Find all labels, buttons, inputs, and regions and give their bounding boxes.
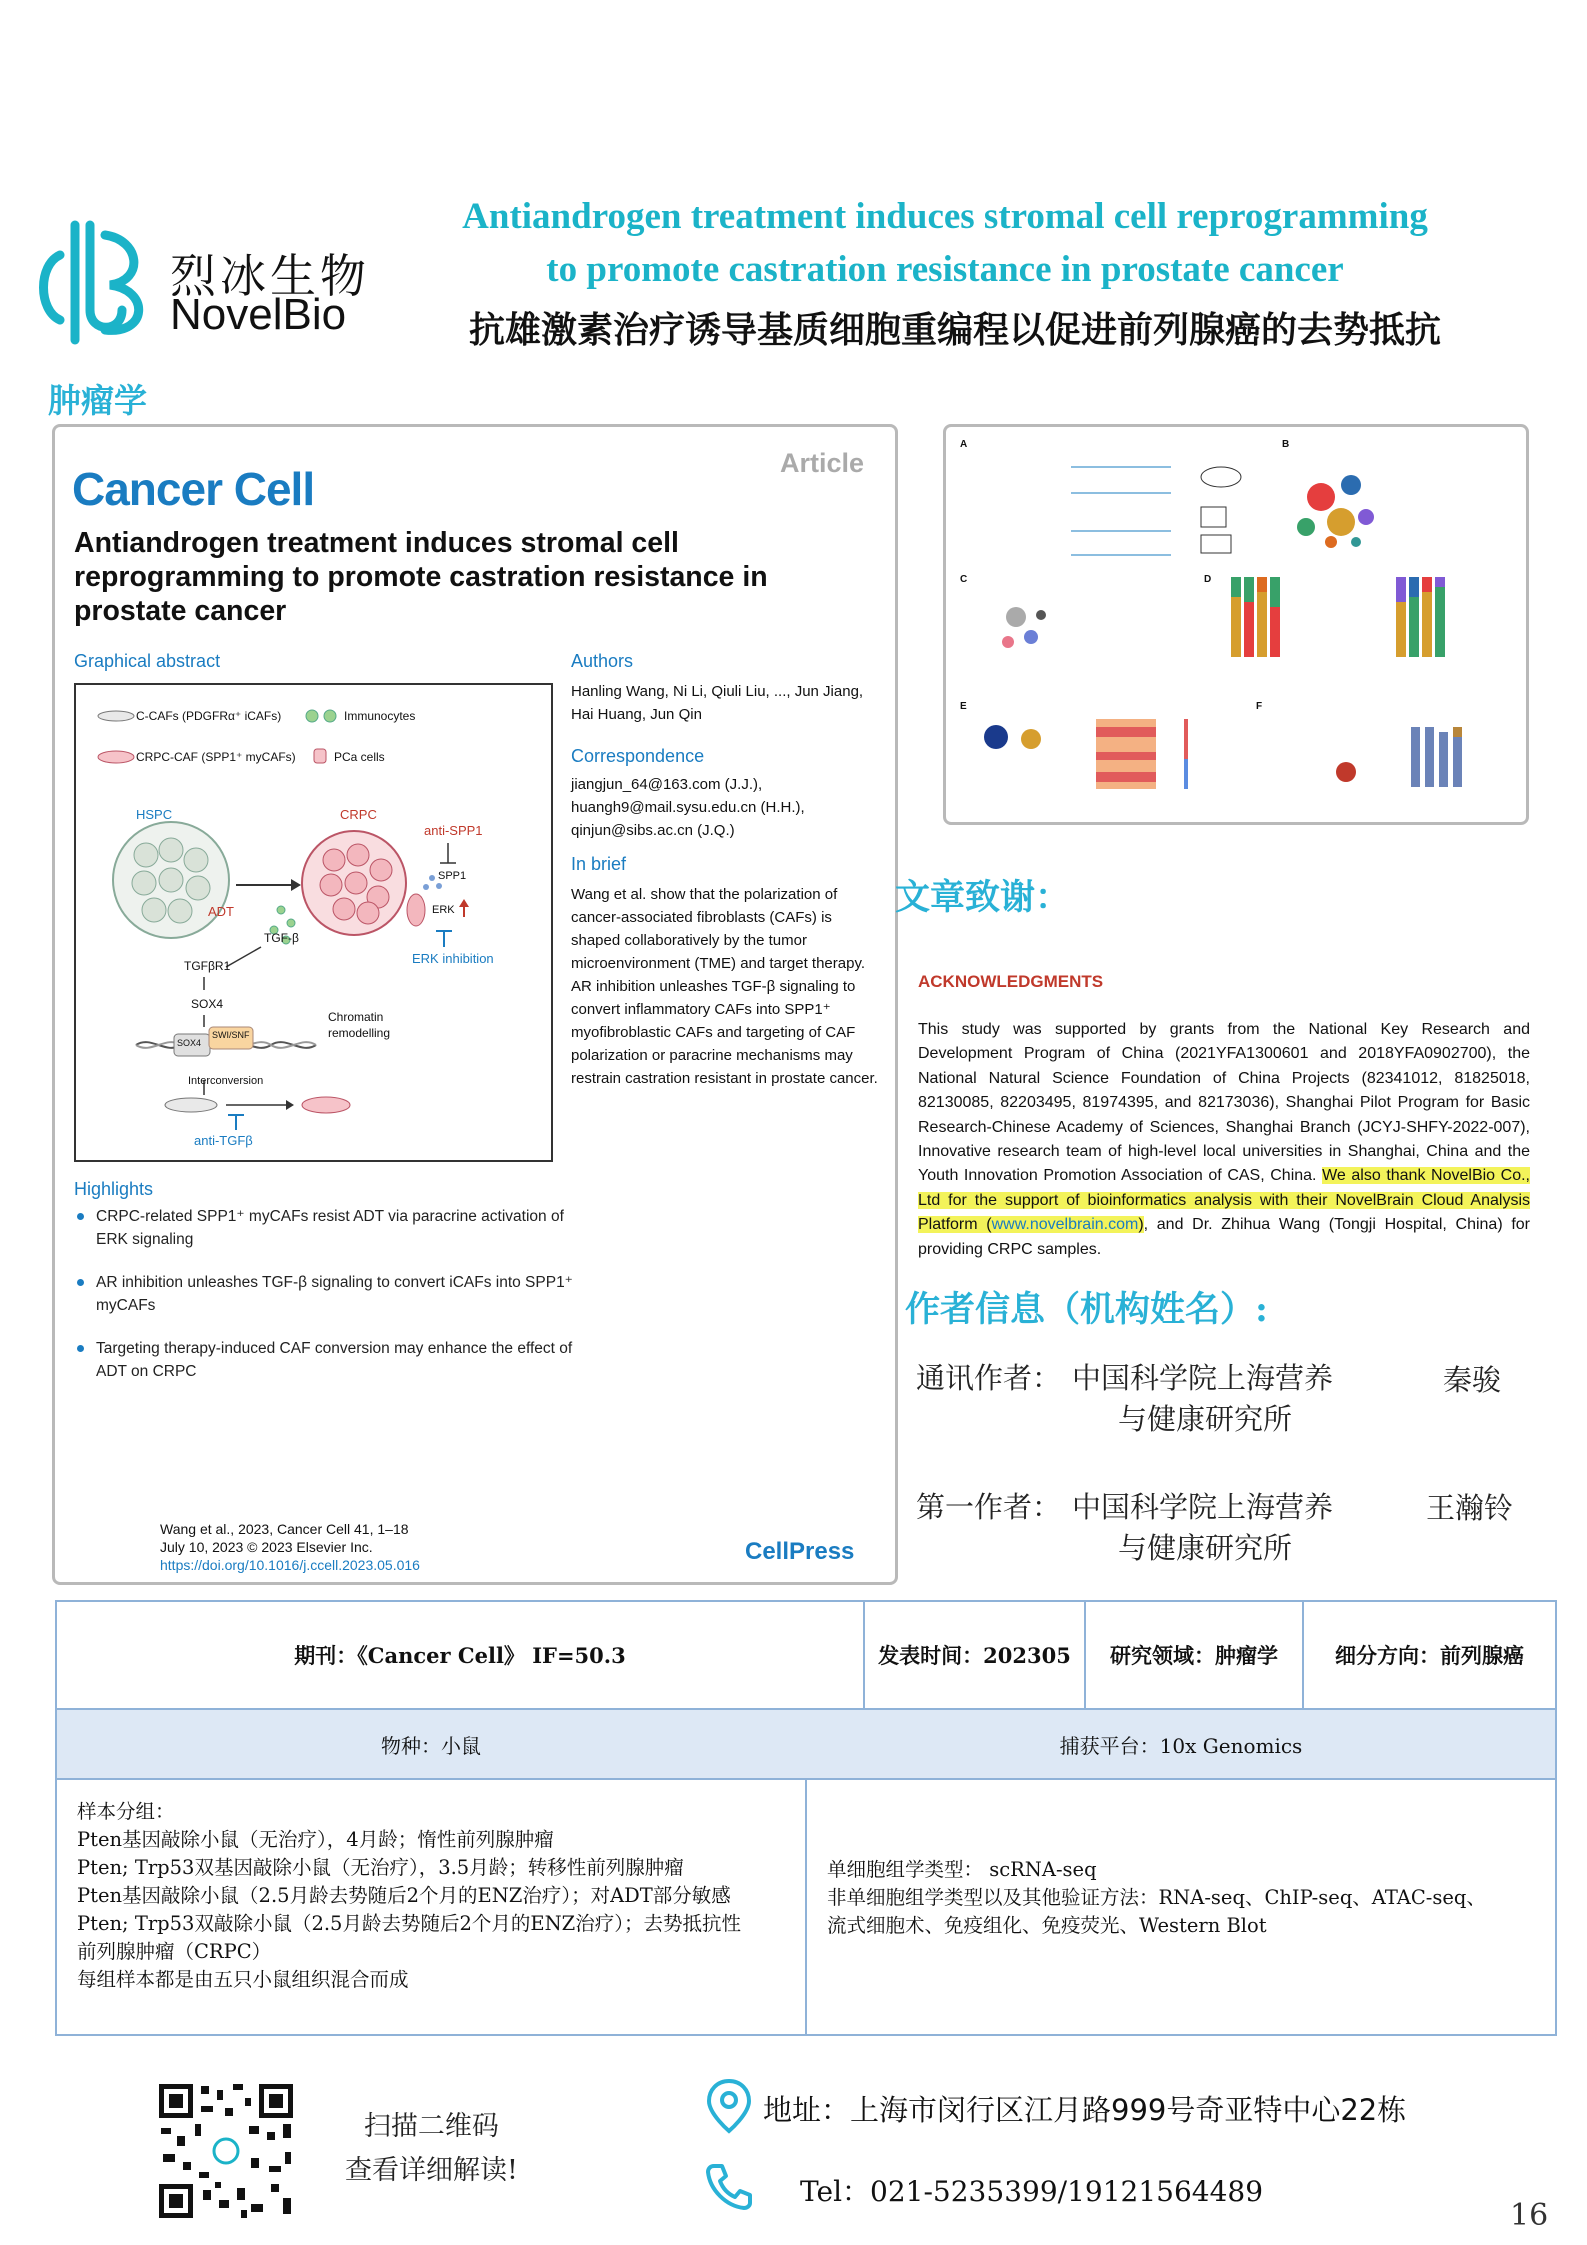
author-info-heading: 作者信息（机构姓名）:: [905, 1289, 1268, 1330]
citation-footer: [160, 1520, 420, 1574]
mycaf-cell-icon: [302, 1097, 350, 1113]
field-tag: 肿瘤学: [48, 381, 147, 420]
ga-erk: ERK: [432, 904, 455, 916]
page-number: 16: [1510, 2198, 1549, 2233]
panel-label-e: E: [960, 701, 967, 712]
highlights-list: [74, 1205, 574, 1403]
ga-interconversion: Interconversion: [188, 1075, 264, 1087]
first-author-name: 王瀚铃: [1426, 1491, 1514, 1525]
ga-tgfbr1: TGFβR1: [184, 959, 231, 973]
corr-author-org-1: 中国科学院上海营养: [1072, 1361, 1334, 1395]
sample-line: 前列腺肿瘤（CRPC）: [77, 1940, 272, 1963]
ack-heading-cn: 文章致谢：: [895, 877, 1071, 918]
panel-label-f: F: [1256, 701, 1263, 712]
method-line: 单细胞组学类型： scRNA-seq: [827, 1858, 1097, 1881]
figure-drawing: [946, 427, 1520, 816]
qr-caption: [345, 2105, 518, 2193]
ga-swisnf: SWI/SNF: [212, 1030, 250, 1040]
authors-list: Hanling Wang, Ni Li, Qiuli Liu, ..., Jun Jiang, Hai Huang, Jun Qin: [571, 683, 864, 723]
highlights-heading: Highlights: [74, 1179, 154, 1199]
panel-label-a: A: [960, 439, 968, 450]
citation-line1: Wang et al., 2023, Cancer Cell 41, 1–18: [160, 1521, 409, 1537]
panel-a-mouse-icon: [1201, 467, 1241, 553]
sample-line: 样本分组：: [77, 1800, 175, 1823]
immunocyte-legend-icon: [306, 710, 318, 722]
mycaf-legend-icon: [98, 751, 134, 763]
ga-legend-immuno: Immunocytes: [344, 709, 416, 723]
citation-line2: July 10, 2023 © 2023 Elsevier Inc.: [160, 1539, 373, 1555]
ga-erk-inhibition: ERK inhibition: [412, 951, 494, 966]
panel-a-timelines: [1071, 467, 1171, 555]
ga-tgfb: TGF-β: [264, 931, 299, 945]
ga-chromatin-1: Chromatin: [328, 1010, 384, 1024]
logo-en-text: NovelBio: [170, 290, 347, 339]
ga-adt: ADT: [208, 904, 234, 919]
ack-body: [918, 1018, 1530, 1262]
inbrief-text: Wang et al. show that the polarization of cancer-associated fibroblasts (CAFs) is shaped collaboratively by the tumor microenvironment (TME) and target therapy. AR inhibition unleashes TGF-β signaling to convert inflammatory CAFs into SPP1⁺ myofibroblastic CAFs and targeting of CAF polarization or paracrine mechanisms may restrain castration resistant in prostate cancer.: [571, 886, 878, 1087]
graphical-abstract: [74, 683, 553, 1162]
panel-label-c: C: [960, 574, 968, 585]
first-author-org-2: 与健康研究所: [1118, 1531, 1293, 1565]
corr-author-label: 通讯作者：: [916, 1361, 1062, 1395]
authors-heading: Authors: [571, 651, 634, 671]
erk-cell-icon: [407, 894, 425, 926]
subfield-cell: 细分方向：前列腺癌: [1335, 1643, 1524, 1668]
title-en-line2: to promote castration resistance in prostate cancer: [546, 249, 1344, 290]
ga-sox4: SOX4: [191, 997, 224, 1011]
panel-c-umap: [1002, 607, 1046, 648]
figure-panel: [943, 424, 1529, 825]
ga-anti-spp1: anti-SPP1: [424, 823, 483, 838]
article-title: Antiandrogen treatment induces stromal cell reprogramming to promote castration resistance in prostate cancer: [74, 527, 768, 627]
ack-title: ACKNOWLEDGMENTS: [918, 972, 1104, 991]
sample-line: Pten; Trp53双敲除小鼠（2.5月龄去势随后2个月的ENZ治疗）；去势抵抗性: [77, 1912, 741, 1935]
highlight-item: CRPC-related SPP1⁺ myCAFs resist ADT via paracrine activation of ERK signaling: [74, 1205, 574, 1251]
panel-e-heatmap: [984, 719, 1188, 789]
ga-legend-icaf: C-CAFs (PDGFRα⁺ iCAFs): [136, 709, 282, 723]
inbrief-heading: In brief: [571, 854, 627, 874]
corr-author-org-2: 与健康研究所: [1118, 1402, 1293, 1436]
pca-legend-icon: [314, 749, 326, 763]
sample-line: Pten; Trp53双基因敲除小鼠（无治疗），3.5月龄；转移性前列腺肿瘤: [77, 1856, 684, 1879]
logo-cn-text: 烈冰生物: [170, 249, 370, 303]
platform-cell: 捕获平台：10x Genomics: [1059, 1733, 1303, 1758]
panel-b-umap: [1297, 475, 1374, 548]
icaf-legend-icon: [98, 711, 134, 721]
info-table: [55, 1600, 1557, 2036]
sample-line: 每组样本都是由五只小鼠组织混合而成: [77, 1968, 409, 1991]
email-qin: qinjun@sibs.ac.cn (J.Q.): [571, 822, 735, 839]
doi-link[interactable]: https://doi.org/10.1016/j.ccell.2023.05.016: [160, 1557, 420, 1573]
email-huang: huangh9@mail.sysu.edu.cn (H.H.),: [571, 799, 805, 816]
title-en-line1: Antiandrogen treatment induces stromal cell reprogramming: [462, 196, 1428, 237]
methods: [827, 1856, 1547, 1940]
field-cell: 研究领域：肿瘤学: [1110, 1643, 1278, 1668]
novelbrain-link[interactable]: www.novelbrain.com: [991, 1216, 1139, 1234]
paper-title-en: [420, 190, 1470, 296]
journal-logo: Cancer Cell: [72, 463, 315, 515]
method-line: 非单细胞组学类型以及其他验证方法：RNA-seq、ChIP-seq、ATAC-seq、: [827, 1886, 1486, 1909]
sample-groups: [77, 1798, 797, 1994]
first-author-label: 第一作者：: [916, 1490, 1062, 1524]
panel-label-b: B: [1282, 439, 1290, 450]
panel-f-bars: [1336, 727, 1462, 787]
highlight-item: Targeting therapy-induced CAF conversion may enhance the effect of ADT on CRPC: [74, 1337, 574, 1383]
qr-code[interactable]: [155, 2080, 297, 2222]
address-text: 地址：上海市闵行区江月路999号奇亚特中心22栋: [763, 2093, 1407, 2127]
ga-hspc: HSPC: [136, 807, 173, 822]
sample-line: Pten基因敲除小鼠（无治疗），4月龄；惰性前列腺肿瘤: [77, 1828, 554, 1851]
ga-anti-tgfb: anti-TGFβ: [194, 1133, 253, 1148]
crpc-cluster-icon: [302, 831, 406, 935]
ga-chromatin: [328, 1009, 390, 1041]
tel-text: Tel：021-5235399/19121564489: [800, 2175, 1264, 2208]
species-cell: 物种：小鼠: [381, 1733, 481, 1758]
ga-sox4-box: SOX4: [177, 1038, 202, 1048]
correspondence-heading: Correspondence: [571, 746, 705, 766]
sample-line: Pten基因敲除小鼠（2.5月龄去势随后2个月的ENZ治疗）；对ADT部分敏感: [77, 1884, 731, 1907]
ack-highlight-close: ): [1138, 1216, 1144, 1234]
ga-crpc: CRPC: [340, 807, 377, 822]
phone-icon: [704, 2160, 754, 2216]
location-pin-icon: [704, 2076, 754, 2140]
ga-legend-mycaf: CRPC-CAF (SPP1⁺ myCAFs): [136, 750, 296, 764]
highlight-item: AR inhibition unleashes TGF-β signaling to convert iCAFs into SPP1⁺ myCAFs: [74, 1271, 574, 1317]
email-jiang: jiangjun_64@163.com (J.J.),: [571, 776, 763, 793]
panel-d-bars: [1231, 577, 1445, 657]
ga-spp1: SPP1: [438, 870, 467, 882]
cellpress-logo: CellPress: [745, 1538, 855, 1565]
qr-line1: 扫描二维码: [363, 2111, 499, 2142]
correspondence-emails: [571, 773, 881, 842]
graphical-abstract-heading: Graphical abstract: [74, 651, 221, 671]
first-author-org-1: 中国科学院上海营养: [1072, 1490, 1334, 1524]
panel-label-d: D: [1204, 574, 1212, 585]
method-line: 流式细胞术、免疫组化、免疫荧光、Western Blot: [827, 1914, 1267, 1937]
qr-line2: 查看详细解读!: [345, 2155, 518, 2186]
ack-body-end: , and Dr. Zhihua Wang (Tongji Hospital, China) for providing CRPC samples.: [918, 1216, 1531, 1258]
journal-cell: 期刊：《Cancer Cell》 IF=50.3: [294, 1643, 626, 1668]
date-cell: 发表时间：202305: [878, 1643, 1071, 1668]
ga-chromatin-2: remodelling: [328, 1026, 391, 1040]
paper-title-cn: 抗雄激素治疗诱导基质细胞重编程以促进前列腺癌的去势抵抗: [468, 310, 1441, 351]
corr-author-name: 秦骏: [1443, 1363, 1502, 1397]
ga-legend-pca: PCa cells: [334, 750, 385, 764]
ack-highlight-text: We also thank NovelBio Co., Ltd for the support of bioinformatics analysis with their NovelBrain Cloud Analysis Platform (: [918, 1167, 1530, 1234]
novelbio-logo-mark: [30, 215, 170, 350]
ack-body-main: This study was supported by grants from the National Key Research and Development Program of China (2021YFA1300601 and 2018YFA0902700), the National Natural Science Foundation of China Projects (82341012, 81825018, 82130085, 82203495, 81974395, and 82173036), Shanghai Pilot Program for Basic Research-Chinese Academy of Sciences, Shanghai Branch (JCYJ-SHFY-2022-007), Innovative research team of high-level local universities in Shanghai, China and the Youth Innovation Promotion Association of CAS, China.: [918, 1021, 1530, 1185]
icaf-cell-icon: [165, 1098, 217, 1112]
qr-code-image: [155, 2080, 297, 2222]
article-type: Article: [780, 448, 865, 478]
